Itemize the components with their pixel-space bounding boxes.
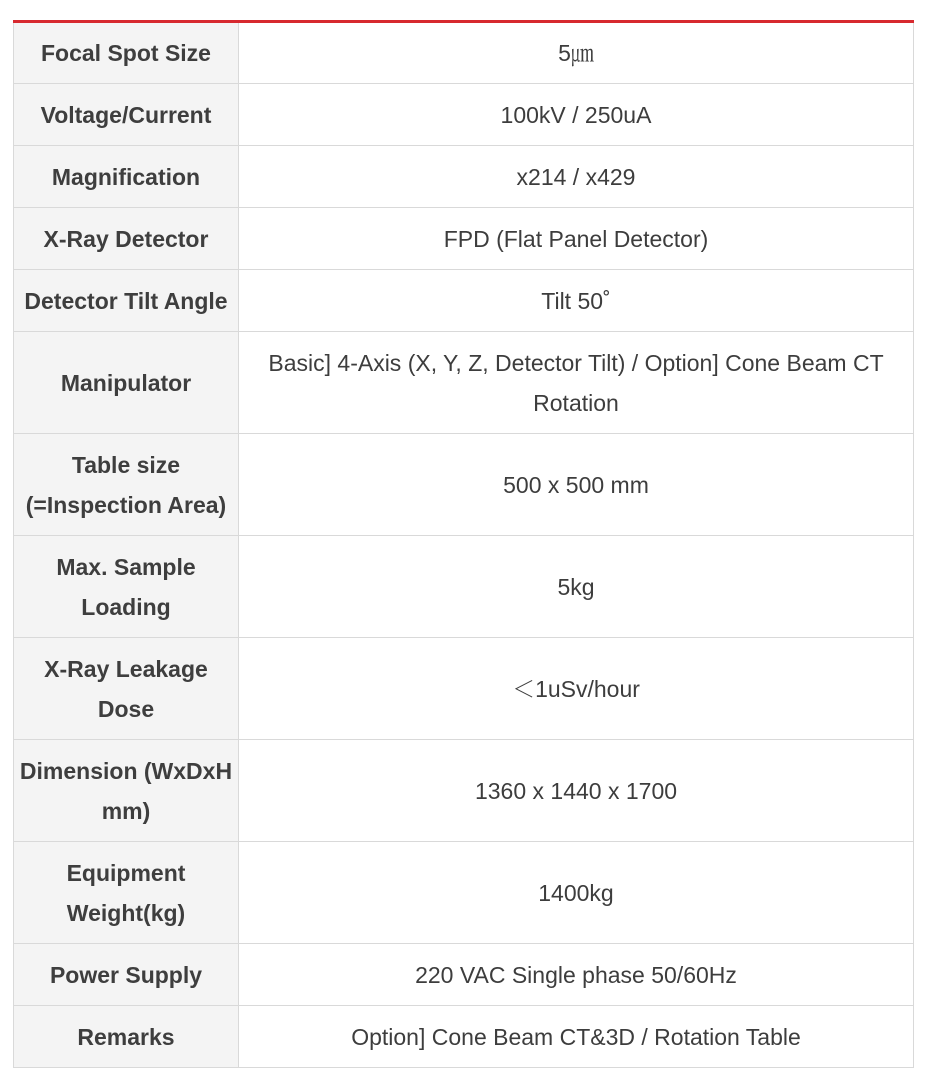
spec-label: Voltage/Current [14, 84, 239, 146]
spec-label: Max. Sample Loading [14, 536, 239, 638]
spec-value: x214 / x429 [239, 146, 914, 208]
table-row [14, 842, 914, 944]
spec-value: 1400kg [239, 842, 914, 944]
spec-value: 5kg [239, 536, 914, 638]
spec-table [13, 20, 914, 1068]
table-row [14, 332, 914, 434]
spec-value: Tilt 50˚ [239, 270, 914, 332]
spec-label: Magnification [14, 146, 239, 208]
spec-value: 500 x 500 mm [239, 434, 914, 536]
spec-label: Power Supply [14, 944, 239, 1006]
table-row [14, 1006, 914, 1068]
spec-label: Detector Tilt Angle [14, 270, 239, 332]
table-row [14, 536, 914, 638]
table-row [14, 208, 914, 270]
table-row [14, 434, 914, 536]
table-row [14, 740, 914, 842]
table-row [14, 270, 914, 332]
spec-value: ＜1uSv/hour [239, 638, 914, 740]
spec-value: Option] Cone Beam CT&3D / Rotation Table [239, 1006, 914, 1068]
spec-value: 100kV / 250uA [239, 84, 914, 146]
spec-label: Focal Spot Size [14, 22, 239, 84]
spec-label: Remarks [14, 1006, 239, 1068]
table-row [14, 638, 914, 740]
spec-label: Table size (=Inspection Area) [14, 434, 239, 536]
spec-value: Basic] 4-Axis (X, Y, Z, Detector Tilt) / Option] Cone Beam CT Rotation [239, 332, 914, 434]
table-row [14, 944, 914, 1006]
spec-label: X-Ray Detector [14, 208, 239, 270]
table-row [14, 22, 914, 84]
spec-value: 5㎛ [239, 22, 914, 84]
table-row [14, 146, 914, 208]
spec-value: FPD (Flat Panel Detector) [239, 208, 914, 270]
spec-value: 1360 x 1440 x 1700 [239, 740, 914, 842]
spec-label: X-Ray Leakage Dose [14, 638, 239, 740]
spec-label: Equipment Weight(kg) [14, 842, 239, 944]
spec-label: Dimension (WxDxH mm) [14, 740, 239, 842]
spec-label: Manipulator [14, 332, 239, 434]
spec-value: 220 VAC Single phase 50/60Hz [239, 944, 914, 1006]
table-row [14, 84, 914, 146]
